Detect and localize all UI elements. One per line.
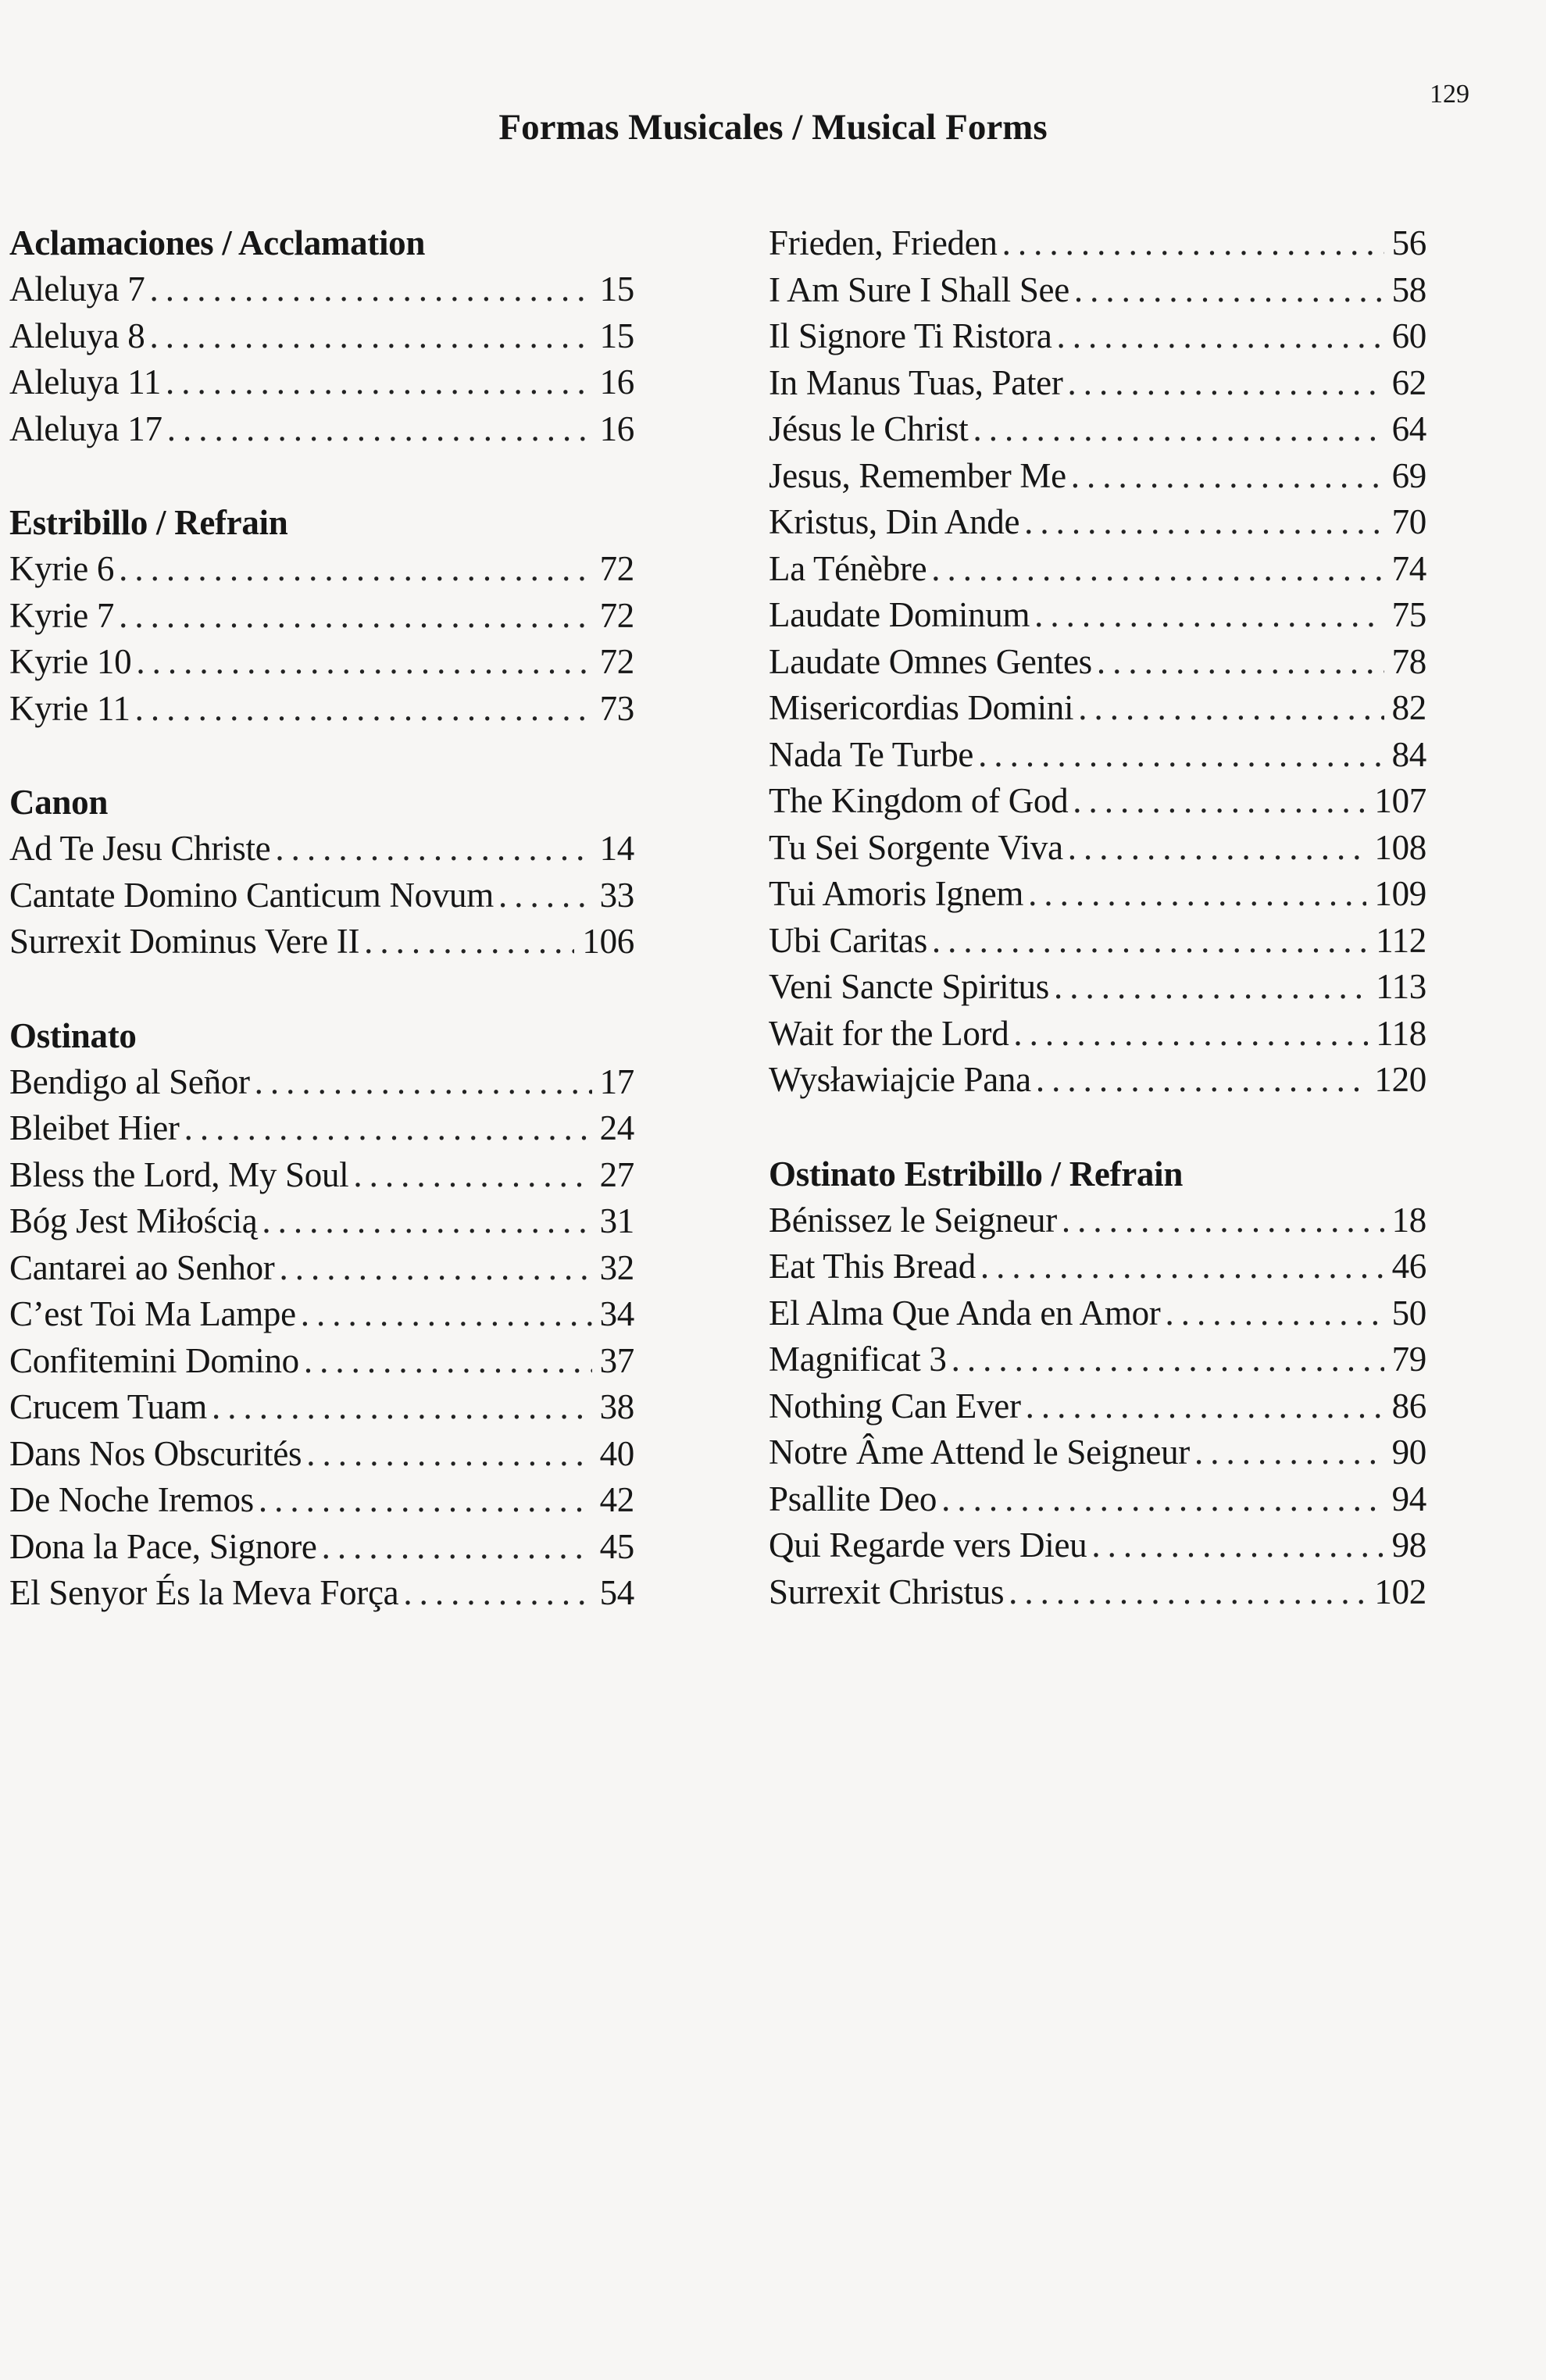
index-entry — [9, 1105, 634, 1152]
index-section-canon — [9, 780, 634, 965]
entry-title: C’est Toi Ma Lampe — [9, 1294, 296, 1333]
dot-leader — [1097, 639, 1384, 686]
index-entry — [769, 1429, 1426, 1476]
index-column-right — [769, 220, 1426, 1663]
dot-leader — [301, 1291, 592, 1338]
entry-page-number: 94 — [1391, 1479, 1426, 1518]
dot-leader — [150, 266, 592, 313]
index-entry — [769, 685, 1426, 732]
index-entry — [9, 1524, 634, 1571]
index-entry — [9, 1059, 634, 1106]
index-entry — [9, 546, 634, 593]
entry-page-number: 15 — [599, 316, 634, 355]
entry-page-number: 113 — [1376, 967, 1426, 1006]
index-entry — [769, 1383, 1426, 1430]
dot-leader — [978, 732, 1384, 779]
index-entry — [9, 1338, 634, 1385]
dot-leader — [1013, 1011, 1368, 1058]
dot-leader — [255, 1059, 592, 1106]
page-number: 129 — [1430, 80, 1469, 109]
index-section-estribillo-refrain — [9, 500, 634, 732]
entry-page-number: 60 — [1391, 316, 1426, 355]
entry-page-number: 24 — [599, 1108, 634, 1147]
dot-leader — [1062, 1197, 1384, 1244]
dot-leader — [353, 1152, 591, 1199]
entry-page-number: 107 — [1374, 781, 1426, 820]
index-entry — [9, 1198, 634, 1245]
entry-title: Kyrie 6 — [9, 549, 115, 588]
dot-leader — [259, 1477, 592, 1524]
dot-leader — [364, 919, 574, 965]
index-entry — [769, 499, 1426, 546]
index-entry — [769, 1522, 1426, 1569]
section-heading: Ostinato Estribillo / Refrain — [769, 1154, 1184, 1194]
index-entry — [769, 453, 1426, 500]
index-entry — [9, 872, 634, 919]
page-title: Formas Musicales / Musical Forms — [498, 107, 1048, 148]
entry-page-number: 50 — [1391, 1293, 1426, 1333]
entry-title: Jesus, Remember Me — [769, 455, 1066, 495]
entry-title: Kristus, Din Ande — [769, 502, 1020, 541]
dot-leader — [932, 918, 1368, 965]
entry-title: La Ténèbre — [769, 548, 927, 588]
entry-title: Notre Âme Attend le Seigneur — [769, 1433, 1190, 1472]
entry-page-number: 33 — [599, 875, 634, 915]
entry-title: Dans Nos Obscurités — [9, 1433, 302, 1473]
entry-title: Frieden, Frieden — [769, 223, 998, 262]
entry-page-number: 69 — [1391, 455, 1426, 495]
entry-title: Veni Sancte Spiritus — [769, 967, 1049, 1006]
entry-page-number: 78 — [1391, 641, 1426, 681]
entry-title: Jésus le Christ — [769, 409, 969, 448]
dot-leader — [119, 546, 591, 593]
index-entry — [9, 639, 634, 686]
index-entry — [9, 1477, 634, 1524]
index-entry — [769, 220, 1426, 267]
dot-leader — [1009, 1569, 1366, 1616]
entry-page-number: 27 — [599, 1154, 634, 1194]
entry-page-number: 72 — [599, 642, 634, 681]
entry-page-number: 32 — [599, 1247, 634, 1287]
entry-title: Confitemini Domino — [9, 1340, 299, 1380]
index-entry — [769, 778, 1426, 825]
entry-page-number: 16 — [599, 362, 634, 401]
entry-page-number: 64 — [1391, 409, 1426, 448]
dot-leader — [1071, 453, 1384, 500]
entry-title: Laudate Dominum — [769, 595, 1030, 634]
dot-leader — [167, 406, 592, 453]
index-section-aclamaciones-acclamation — [9, 220, 634, 452]
entry-page-number: 38 — [599, 1387, 634, 1426]
entry-page-number: 98 — [1391, 1525, 1426, 1565]
index-entry — [769, 1290, 1426, 1337]
dot-leader — [1194, 1429, 1384, 1476]
index-entry — [769, 1476, 1426, 1523]
index-entry — [769, 313, 1426, 360]
index-entry — [9, 266, 634, 313]
dot-leader — [941, 1476, 1384, 1523]
index-entry — [769, 1569, 1426, 1616]
entry-title: Magnificat 3 — [769, 1340, 947, 1379]
index-entry — [9, 1152, 634, 1199]
entry-page-number: 46 — [1391, 1247, 1426, 1286]
entry-title: Tui Amoris Ignem — [769, 874, 1024, 913]
index-entry — [769, 1197, 1426, 1244]
entry-page-number: 31 — [599, 1201, 634, 1240]
entry-title: Wysławiajcie Pana — [769, 1060, 1031, 1099]
entry-page-number: 72 — [599, 549, 634, 588]
index-entry — [9, 1431, 634, 1478]
entry-title: Aleluya 17 — [9, 409, 162, 448]
dot-leader — [1091, 1522, 1384, 1569]
entry-title: Misericordias Domini — [769, 688, 1074, 727]
entry-page-number: 73 — [599, 688, 634, 728]
dot-leader — [184, 1105, 592, 1152]
index-entry — [9, 1245, 634, 1292]
index-entry — [9, 826, 634, 872]
entry-page-number: 82 — [1391, 688, 1426, 727]
index-entry — [9, 919, 634, 965]
dot-leader — [166, 359, 592, 406]
entry-title: Surrexit Dominus Vere II — [9, 922, 360, 961]
entry-title: In Manus Tuas, Pater — [769, 362, 1063, 402]
entry-page-number: 62 — [1391, 362, 1426, 402]
dot-leader — [1068, 360, 1384, 407]
entry-title: Kyrie 7 — [9, 595, 115, 635]
entry-page-number: 112 — [1376, 920, 1426, 960]
entry-page-number: 86 — [1391, 1386, 1426, 1426]
entry-title: Il Signore Ti Ristora — [769, 316, 1052, 355]
entry-title: Cantate Domino Canticum Novum — [9, 875, 494, 915]
entry-page-number: 108 — [1374, 827, 1426, 867]
index-entry — [9, 359, 634, 406]
dot-leader — [1026, 1383, 1384, 1430]
index-entry — [9, 1291, 634, 1338]
section-heading: Estribillo / Refrain — [9, 503, 288, 542]
index-entry — [769, 267, 1426, 314]
entry-title: Bénissez le Seigneur — [769, 1200, 1057, 1240]
entry-page-number: 84 — [1391, 734, 1426, 774]
entry-page-number: 90 — [1391, 1433, 1426, 1472]
entry-page-number: 45 — [599, 1526, 634, 1566]
dot-leader — [119, 593, 591, 640]
dot-leader — [973, 406, 1384, 453]
dot-leader — [980, 1244, 1384, 1290]
dot-leader — [136, 639, 591, 686]
dot-leader — [1024, 499, 1384, 546]
index-entry — [769, 360, 1426, 407]
entry-page-number: 72 — [599, 595, 634, 635]
index-entry — [769, 592, 1426, 639]
index-column-left — [9, 220, 634, 1665]
index-entry — [769, 639, 1426, 686]
entry-page-number: 54 — [599, 1573, 634, 1612]
dot-leader — [931, 546, 1384, 593]
entry-page-number: 34 — [599, 1294, 634, 1333]
entry-page-number: 16 — [599, 409, 634, 448]
index-entry — [9, 593, 634, 640]
entry-page-number: 56 — [1391, 223, 1426, 262]
dot-leader — [304, 1338, 592, 1385]
entry-title: Bóg Jest Miłością — [9, 1201, 258, 1240]
dot-leader — [1074, 267, 1384, 314]
entry-title: Wait for the Lord — [769, 1013, 1009, 1053]
entry-title: Kyrie 11 — [9, 688, 130, 728]
index-entry — [769, 546, 1426, 593]
section-heading: Ostinato — [9, 1015, 137, 1055]
index-entry — [9, 1570, 634, 1617]
entry-page-number: 42 — [599, 1480, 634, 1519]
index-entry — [9, 686, 634, 733]
entry-title: Nothing Can Ever — [769, 1386, 1021, 1426]
entry-page-number: 109 — [1374, 874, 1426, 913]
index-entry — [769, 1057, 1426, 1104]
dot-leader — [952, 1336, 1384, 1383]
entry-title: Aleluya 7 — [9, 269, 145, 309]
entry-title: Laudate Omnes Gentes — [769, 641, 1092, 681]
dot-leader — [275, 826, 591, 872]
entry-title: El Alma Que Anda en Amor — [769, 1293, 1161, 1333]
entry-title: Cantarei ao Senhor — [9, 1247, 275, 1287]
entry-title: Bendigo al Señor — [9, 1062, 250, 1101]
index-entry — [9, 313, 634, 360]
dot-leader — [135, 686, 592, 733]
dot-leader — [150, 313, 592, 360]
entry-title: De Noche Iremos — [9, 1480, 254, 1519]
entry-page-number: 74 — [1391, 548, 1426, 588]
dot-leader — [262, 1198, 591, 1245]
entry-title: Nada Te Turbe — [769, 734, 974, 774]
entry-page-number: 75 — [1391, 595, 1426, 634]
entry-title: El Senyor És la Meva Força — [9, 1573, 399, 1612]
entry-page-number: 106 — [582, 922, 634, 961]
entry-title: Crucem Tuam — [9, 1387, 207, 1426]
entry-title: Aleluya 8 — [9, 316, 145, 355]
entry-title: Bless the Lord, My Soul — [9, 1154, 349, 1194]
dot-leader — [306, 1431, 591, 1478]
index-entry — [769, 1244, 1426, 1290]
index-entry — [769, 871, 1426, 918]
section-heading: Aclamaciones / Acclamation — [9, 223, 426, 262]
dot-leader — [1073, 778, 1366, 825]
index-entry — [769, 1336, 1426, 1383]
dot-leader — [1078, 685, 1384, 732]
index-entry — [769, 732, 1426, 779]
dot-leader — [1057, 313, 1384, 360]
entry-title: The Kingdom of God — [769, 781, 1069, 820]
entry-page-number: 120 — [1374, 1060, 1426, 1099]
entry-page-number: 14 — [599, 829, 634, 868]
dot-leader — [322, 1524, 592, 1571]
index-entry — [769, 1011, 1426, 1058]
index-entry — [769, 964, 1426, 1011]
index-entry — [769, 825, 1426, 872]
index-entry — [769, 918, 1426, 965]
entry-title: Psallite Deo — [769, 1479, 937, 1518]
index-section — [769, 220, 1426, 1104]
index-entry — [9, 406, 634, 453]
entry-page-number: 102 — [1374, 1572, 1426, 1611]
index-entry — [9, 1384, 634, 1431]
dot-leader — [1002, 220, 1384, 267]
index-entry — [769, 406, 1426, 453]
dot-leader — [1036, 1057, 1367, 1104]
dot-leader — [1054, 964, 1368, 1011]
dot-leader — [1028, 871, 1366, 918]
entry-page-number: 15 — [599, 269, 634, 309]
index-section-ostinato — [9, 1013, 634, 1617]
entry-title: Tu Sei Sorgente Viva — [769, 827, 1063, 867]
entry-title: Ad Te Jesu Christe — [9, 829, 271, 868]
entry-title: Eat This Bread — [769, 1247, 976, 1286]
entry-title: Dona la Pace, Signore — [9, 1526, 317, 1566]
dot-leader — [1034, 592, 1384, 639]
dot-leader — [403, 1570, 591, 1617]
dot-leader — [1165, 1290, 1384, 1337]
entry-title: Ubi Caritas — [769, 920, 927, 960]
entry-title: Bleibet Hier — [9, 1108, 180, 1147]
entry-title: Aleluya 11 — [9, 362, 162, 401]
entry-title: Kyrie 10 — [9, 642, 132, 681]
entry-page-number: 70 — [1391, 502, 1426, 541]
entry-page-number: 37 — [599, 1340, 634, 1380]
entry-page-number: 58 — [1391, 269, 1426, 309]
entry-page-number: 17 — [599, 1062, 634, 1101]
entry-title: Surrexit Christus — [769, 1572, 1005, 1611]
section-heading: Canon — [9, 783, 109, 822]
dot-leader — [498, 872, 592, 919]
dot-leader — [279, 1245, 591, 1292]
entry-page-number: 40 — [599, 1433, 634, 1473]
entry-title: I Am Sure I Shall See — [769, 269, 1069, 309]
dot-leader — [212, 1384, 592, 1431]
entry-page-number: 18 — [1391, 1200, 1426, 1240]
index-section-ostinato-estribillo-refrain — [769, 1151, 1426, 1616]
entry-page-number: 79 — [1391, 1340, 1426, 1379]
entry-page-number: 118 — [1376, 1013, 1426, 1053]
entry-title: Qui Regarde vers Dieu — [769, 1525, 1087, 1565]
dot-leader — [1068, 825, 1367, 872]
